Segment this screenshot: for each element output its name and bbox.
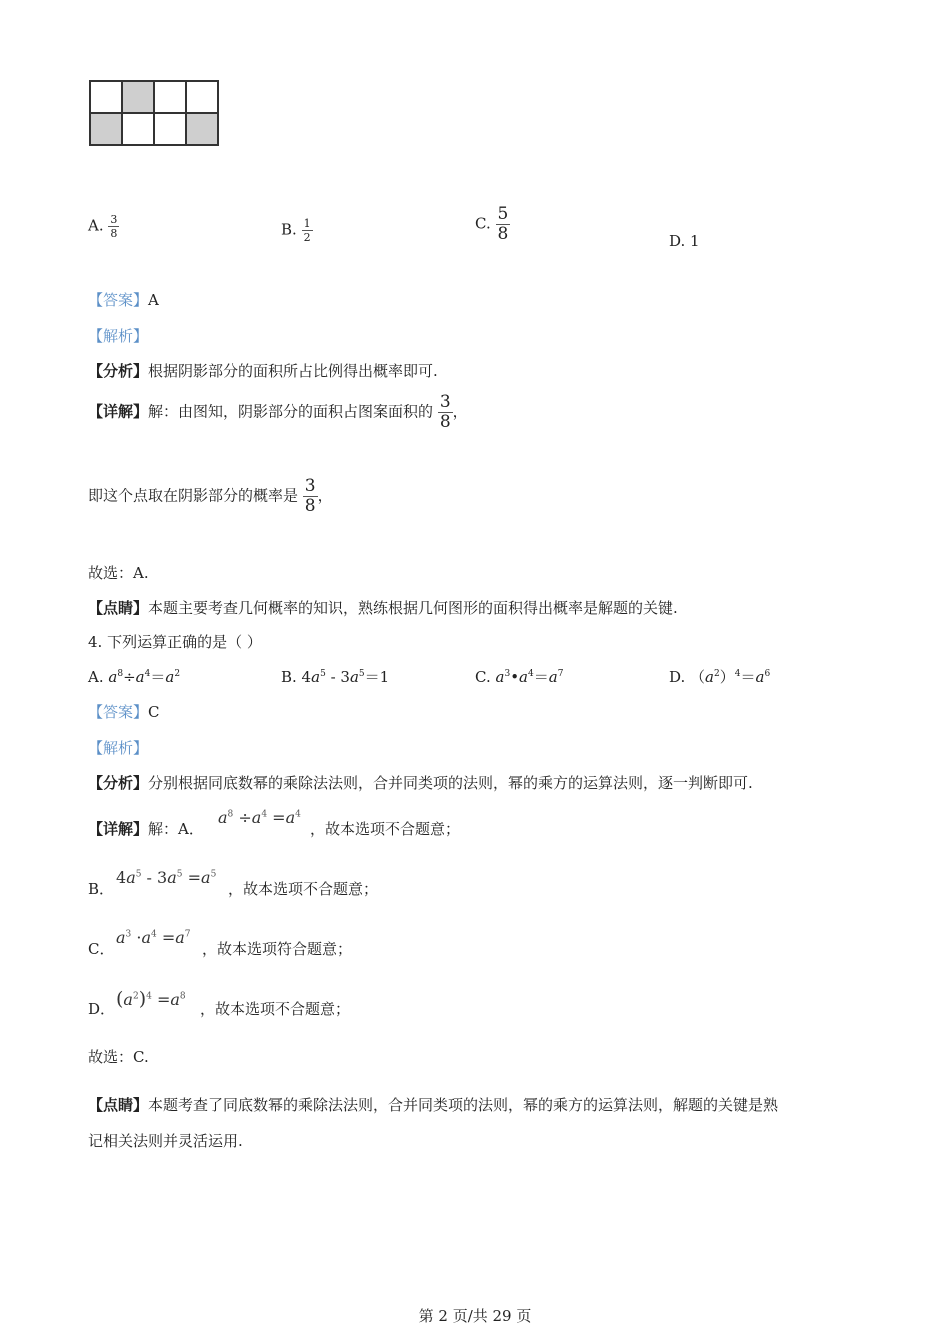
q4-math-c: $a^3 \cdot a^4 =a^7$ bbox=[116, 928, 191, 947]
q4-line-c-text: ，故本选项符合题意； bbox=[202, 940, 353, 958]
q4-option-a: A. $a^8\div a^4=a^2$ bbox=[88, 668, 181, 686]
grid-cell bbox=[90, 113, 122, 145]
q3-option-a: A. $\frac{3}{8}$ bbox=[88, 213, 118, 240]
q4-math-b: $4a^5 - 3a^5 =a^5$ bbox=[116, 868, 217, 887]
q3-option-d: D. 1 bbox=[669, 232, 700, 250]
q4-choose: 故选：C. bbox=[88, 1048, 149, 1066]
q4-line-b-label: B． bbox=[88, 880, 115, 898]
q4-analysis-tag: 【解析】 bbox=[88, 739, 149, 757]
grid-cell bbox=[154, 81, 186, 113]
q4-xiangjie-a: 【详解】解：A． bbox=[88, 820, 204, 838]
q4-dianjing-line2: 记相关法则并灵活运用. bbox=[88, 1132, 243, 1150]
page-footer: 第 2 页/共 29 页 bbox=[418, 1307, 532, 1325]
q4-dianjing: 【点睛】本题考查了同底数幂的乘除法法则，合并同类项的法则，幂的乘方的运算法则，解题的关键是熟 bbox=[88, 1096, 779, 1114]
q4-answer: 【答案】C bbox=[88, 703, 160, 721]
q3-fenxi: 【分析】根据阴影部分的面积所占比例得出概率即可. bbox=[88, 362, 438, 380]
q3-line2: 即这个点取在阴影部分的概率是 $\frac{3}{8}$ ， bbox=[88, 476, 333, 516]
fraction: $\frac{3}{8}$ bbox=[304, 476, 316, 516]
q4-line-c-label: C． bbox=[88, 940, 115, 958]
grid-cell bbox=[186, 113, 218, 145]
shaded-grid-figure bbox=[89, 80, 219, 146]
q4-line-d-text: ，故本选项不合题意； bbox=[200, 1000, 351, 1018]
q4-line-d-label: D． bbox=[88, 1000, 116, 1018]
grid-cell bbox=[186, 81, 218, 113]
grid-cell bbox=[122, 113, 154, 145]
q3-choose: 故选：A. bbox=[88, 564, 149, 582]
fraction: $\frac{3}{8}$ bbox=[439, 392, 451, 432]
q3-xiangjie: 【详解】解：由图知，阴影部分的面积占图案面积的 $\frac{3}{8}$ ， bbox=[88, 392, 468, 432]
q3-dianjing: 【点睛】本题主要考查几何概率的知识，熟练根据几何图形的面积得出概率是解题的关键. bbox=[88, 599, 678, 617]
q3-option-c: C. $\frac{5}{8}$ bbox=[475, 204, 509, 244]
q4-option-c: C. $a^3•a^4=a^7$ bbox=[475, 668, 564, 686]
q4-math-a: $a^8 \div a^4 =a^4$ bbox=[218, 808, 301, 827]
q4-math-d: $(a^2)^4 =a^8$ bbox=[116, 988, 186, 1010]
q4-line-a-text: ，故本选项不合题意； bbox=[310, 820, 461, 838]
q4-fenxi: 【分析】分别根据同底数幂的乘除法法则，合并同类项的法则，幂的乘方的运算法则，逐一判断即可. bbox=[88, 774, 753, 792]
q4-stem: 4. 下列运算正确的是（ ） bbox=[88, 633, 262, 651]
q4-option-b: B. $4a^5 - 3a^5=1$ bbox=[281, 668, 390, 686]
grid-cell bbox=[122, 81, 154, 113]
grid-cell bbox=[154, 113, 186, 145]
q3-analysis-tag: 【解析】 bbox=[88, 327, 149, 345]
q4-option-d: D. $(a^2)^4=a^6$ bbox=[669, 668, 771, 686]
fraction: $\frac{5}{8}$ bbox=[497, 204, 509, 244]
q3-option-b: B. $\frac{1}{2}$ bbox=[281, 217, 311, 244]
fraction: $\frac{1}{2}$ bbox=[303, 217, 311, 244]
q4-line-b-text: ，故本选项不合题意； bbox=[228, 880, 379, 898]
grid-cell bbox=[90, 81, 122, 113]
fraction: $\frac{3}{8}$ bbox=[110, 213, 118, 240]
q3-answer: 【答案】A bbox=[88, 291, 159, 309]
